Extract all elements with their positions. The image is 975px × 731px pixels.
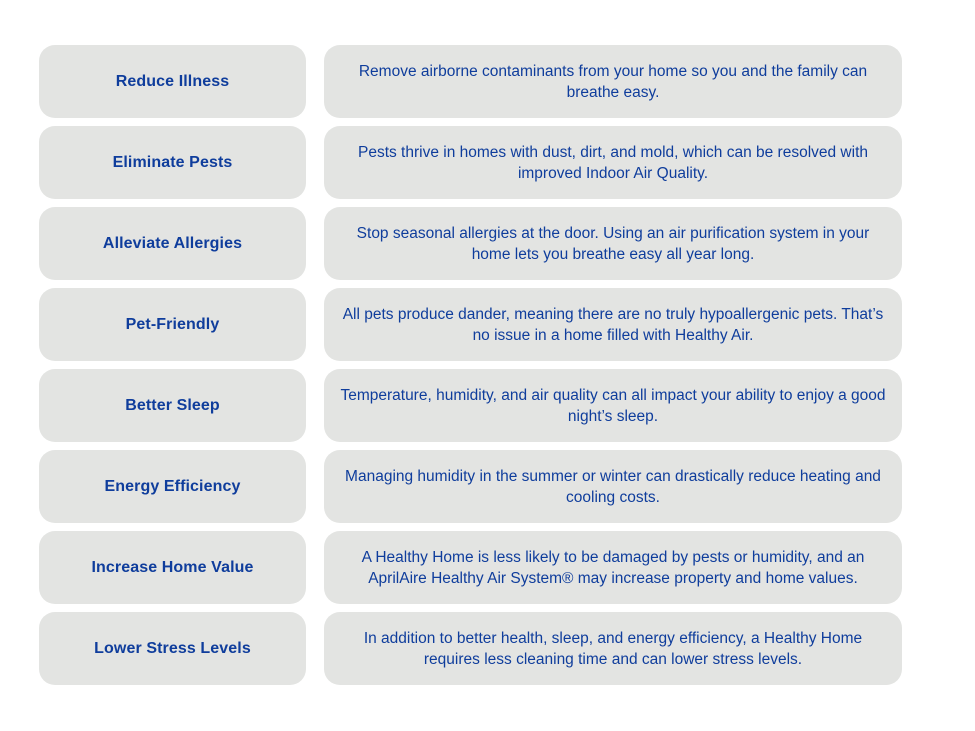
benefit-row-pet-friendly [39,288,902,361]
benefit-description: All pets produce dander, meaning there are no truly hypoallergenic pets. That’s no issue in a home filled with Healthy Air. [324,288,902,361]
benefit-title: Increase Home Value [39,531,306,604]
benefit-row-alleviate-allergies [39,207,902,280]
benefit-title: Lower Stress Levels [39,612,306,685]
benefit-title: Reduce Illness [39,45,306,118]
benefit-title: Alleviate Allergies [39,207,306,280]
benefit-title: Eliminate Pests [39,126,306,199]
benefit-description: Stop seasonal allergies at the door. Using an air purification system in your home lets you breathe easy all year long. [324,207,902,280]
benefit-row-increase-home-value [39,531,902,604]
benefit-description: In addition to better health, sleep, and energy efficiency, a Healthy Home requires less cleaning time and can lower stress levels. [324,612,902,685]
benefit-title: Better Sleep [39,369,306,442]
benefit-title: Pet-Friendly [39,288,306,361]
benefit-description: Managing humidity in the summer or winter can drastically reduce heating and cooling costs. [324,450,902,523]
benefit-row-eliminate-pests [39,126,902,199]
benefit-row-better-sleep [39,369,902,442]
benefit-title: Energy Efficiency [39,450,306,523]
benefit-row-reduce-illness [39,45,902,118]
benefit-row-lower-stress-levels [39,612,902,685]
benefits-table [39,45,902,693]
benefit-description: Temperature, humidity, and air quality can all impact your ability to enjoy a good night’s sleep. [324,369,902,442]
benefit-description: Pests thrive in homes with dust, dirt, and mold, which can be resolved with improved Indoor Air Quality. [324,126,902,199]
benefit-description: A Healthy Home is less likely to be damaged by pests or humidity, and an AprilAire Healthy Air System® may increase property and home values. [324,531,902,604]
benefit-row-energy-efficiency [39,450,902,523]
benefit-description: Remove airborne contaminants from your home so you and the family can breathe easy. [324,45,902,118]
